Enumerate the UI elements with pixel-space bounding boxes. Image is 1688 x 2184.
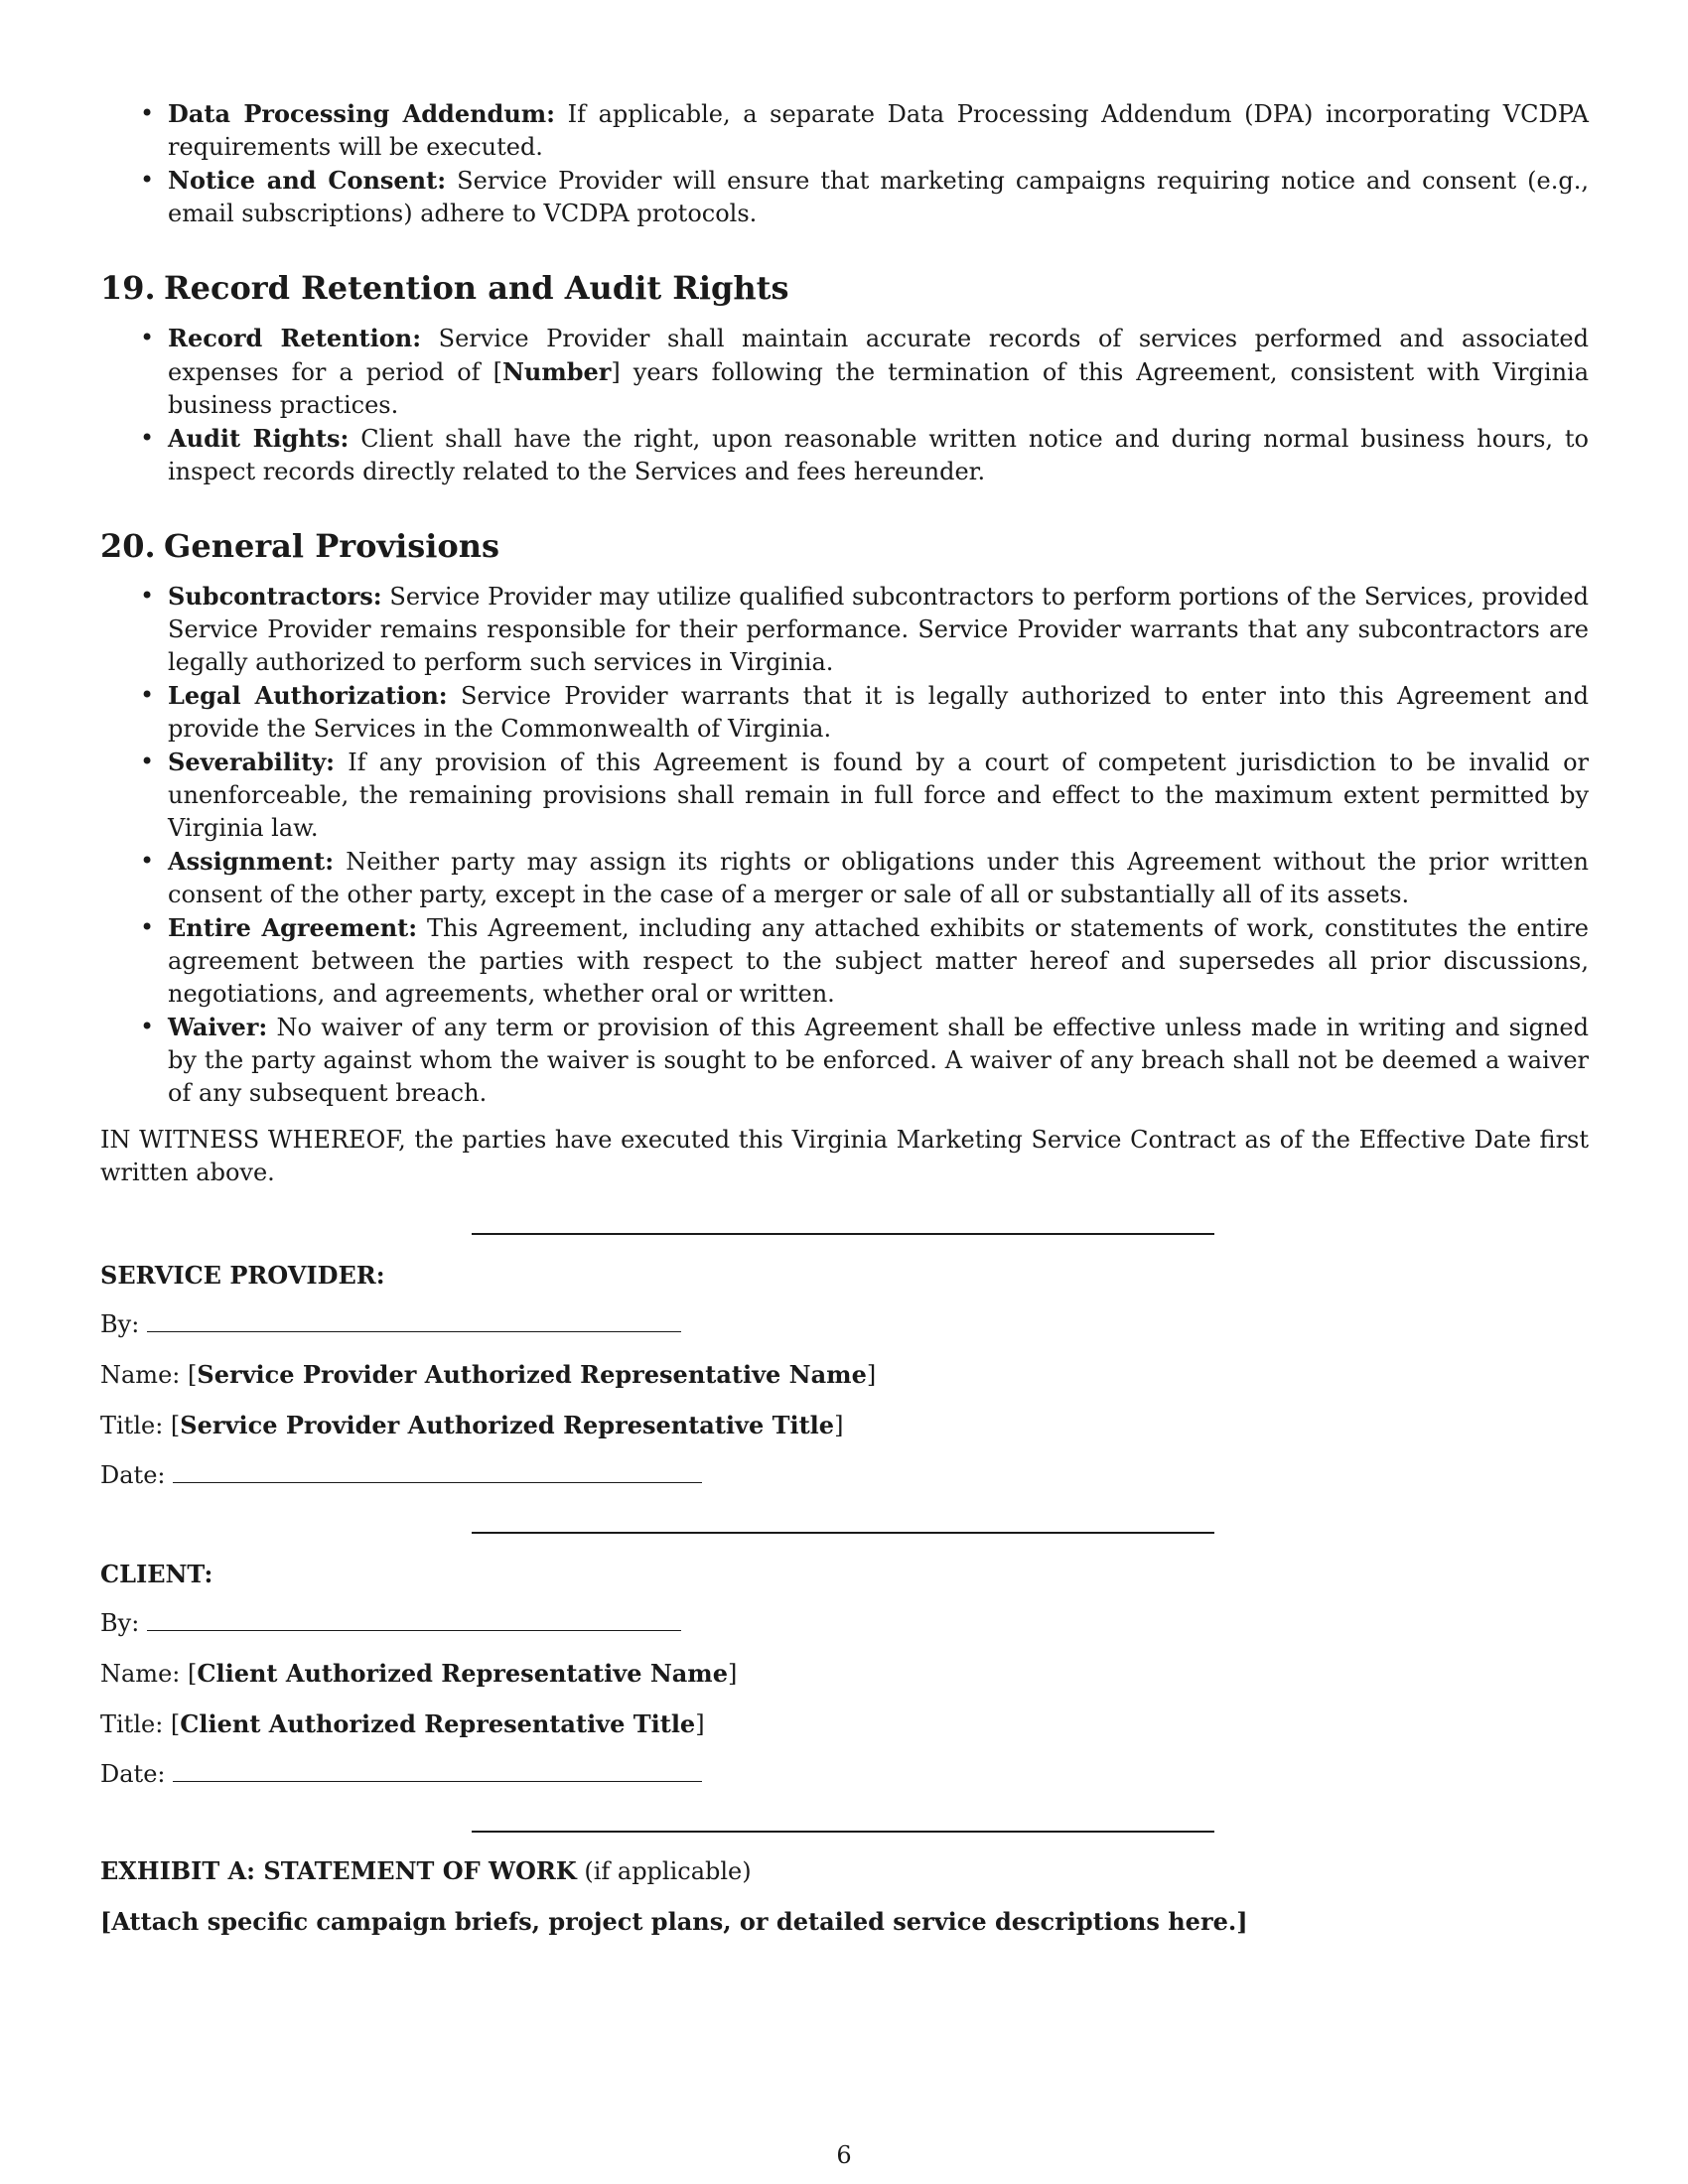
signature-field[interactable] bbox=[147, 1309, 681, 1332]
by-line: By: bbox=[100, 1308, 1589, 1341]
service-provider-heading: SERVICE PROVIDER: bbox=[100, 1261, 385, 1290]
list-item: • Subcontractors: Service Provider may utilize qualified subcontractors to perform portions of the Services, provided Service Provider remains responsible for their performance. Service Provider warrants that any subcontractors are legally authorized to perform such services in Virginia. bbox=[100, 580, 1589, 679]
page-number: 6 bbox=[836, 2141, 852, 2169]
list-item: • Entire Agreement: This Agreement, including any attached exhibits or statements of work, constitutes the entire agreement between the parties with respect to the subject matter hereof and supersedes all prior discussions, negotiations, and agreements, whether oral or written. bbox=[100, 911, 1589, 1011]
client-heading: CLIENT: bbox=[100, 1560, 213, 1588]
section-heading-20: 20. General Provisions bbox=[100, 527, 500, 565]
list-item: • Data Processing Addendum: If applicable, a separate Data Processing Addendum (DPA) incorporating VCDPA requirements will be executed. bbox=[100, 97, 1589, 164]
witness-paragraph: IN WITNESS WHEREOF, the parties have executed this Virginia Marketing Service Contract as of the Effective Date first written above. bbox=[100, 1126, 1589, 1186]
divider bbox=[472, 1831, 1214, 1833]
title-line: Title: [Client Authorized Representative Title] bbox=[100, 1709, 705, 1738]
exhibit-attach-note: [Attach specific campaign briefs, project plans, or detailed service descriptions here.] bbox=[100, 1907, 1248, 1936]
name-line: Name: [Service Provider Authorized Representative Name] bbox=[100, 1360, 877, 1389]
list-item: • Notice and Consent: Service Provider will ensure that marketing campaigns requiring notice and consent (e.g., email subscriptions) adhere to VCDPA protocols. bbox=[100, 164, 1589, 230]
list-item: • Record Retention: Service Provider shall maintain accurate records of services performed and associated expenses for a period of [Number] years following the termination of this Agreement, consistent with Virginia business practices. bbox=[100, 322, 1589, 422]
document-page bbox=[100, 97, 1589, 1938]
date-field[interactable] bbox=[173, 1759, 702, 1782]
vcdpa-list bbox=[100, 97, 1589, 230]
list-item: • Waiver: No waiver of any term or provision of this Agreement shall be effective unless made in writing and signed by the party against whom the waiver is sought to be enforced. A waiver of any breach shall not be deemed a waiver of any subsequent breach. bbox=[100, 1011, 1589, 1110]
divider bbox=[472, 1233, 1214, 1235]
list-item: • Severability: If any provision of this Agreement is found by a court of competent jurisdiction to be invalid or unenforceable, the remaining provisions shall remain in full force and effect to the maximum extent permitted by Virginia law. bbox=[100, 746, 1589, 845]
section-heading-19: 19. Record Retention and Audit Rights bbox=[100, 269, 789, 307]
by-line: By: bbox=[100, 1607, 1589, 1640]
date-line: Date: bbox=[100, 1459, 1589, 1492]
divider bbox=[472, 1532, 1214, 1534]
section-19-list bbox=[100, 322, 1589, 488]
list-item: • Assignment: Neither party may assign its rights or obligations under this Agreement without the prior written consent of the other party, except in the case of a merger or sale of all or substantially all of its assets. bbox=[100, 845, 1589, 911]
service-provider-signature-block bbox=[100, 1259, 1589, 1492]
title-line: Title: [Service Provider Authorized Representative Title] bbox=[100, 1411, 844, 1439]
date-line: Date: bbox=[100, 1758, 1589, 1791]
list-item: • Audit Rights: Client shall have the right, upon reasonable written notice and during normal business hours, to inspect records directly related to the Services and fees hereunder. bbox=[100, 422, 1589, 488]
list-item: • Legal Authorization: Service Provider warrants that it is legally authorized to enter into this Agreement and provide the Services in the Commonwealth of Virginia. bbox=[100, 679, 1589, 746]
exhibit-heading: EXHIBIT A: STATEMENT OF WORK (if applicable) bbox=[100, 1856, 752, 1885]
section-20-list bbox=[100, 580, 1589, 1110]
client-signature-block bbox=[100, 1558, 1589, 1791]
signature-field[interactable] bbox=[147, 1608, 681, 1631]
date-field[interactable] bbox=[173, 1460, 702, 1483]
name-line: Name: [Client Authorized Representative Name] bbox=[100, 1659, 738, 1688]
